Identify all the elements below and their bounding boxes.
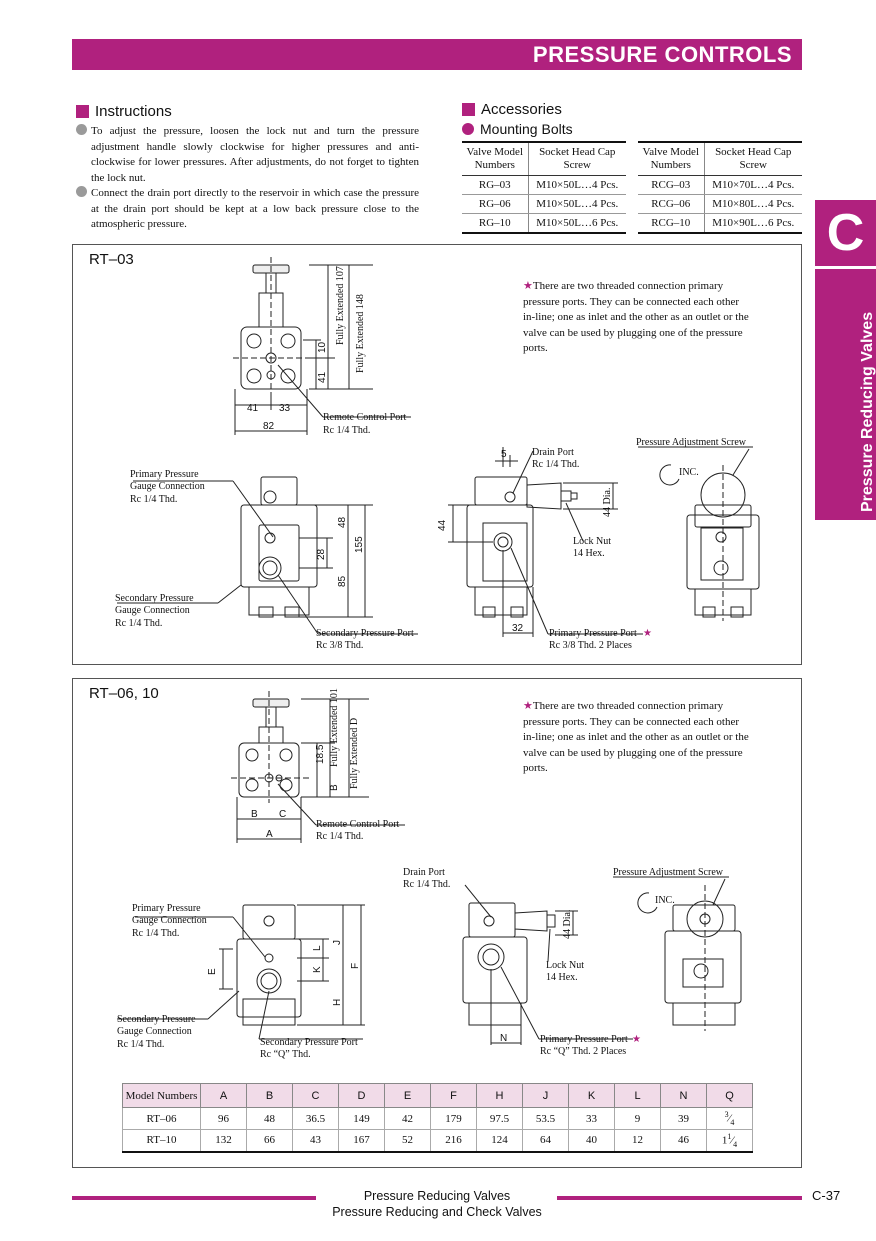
col-header: Socket Head Cap Screw [704, 142, 802, 176]
cell: 9 [615, 1108, 661, 1130]
dim-label: 44 Dia. [562, 909, 573, 939]
side-cap [469, 903, 515, 937]
table-row [462, 176, 626, 195]
cell: 52 [385, 1130, 431, 1152]
col-header: N [661, 1084, 707, 1108]
bolts-table-rg [462, 141, 626, 234]
dim-label: Fully Extended 101 [329, 688, 340, 767]
table-row [123, 1130, 753, 1152]
col-header: Q [707, 1084, 753, 1108]
instruction-item [76, 124, 419, 186]
col-header: K [569, 1084, 615, 1108]
col-header: Valve Model Numbers [638, 142, 704, 176]
circle-bullet-icon [76, 186, 87, 197]
cell: 216 [431, 1130, 477, 1152]
table-row [638, 214, 802, 233]
star-icon: ★ [523, 700, 533, 712]
mounting-bolts-heading [462, 121, 573, 137]
label: Rc “Q” Thd. [260, 1049, 311, 1060]
star-icon: ★ [643, 628, 652, 639]
label: Gauge Connection [115, 605, 190, 616]
table-row [638, 195, 802, 214]
dim-label: 85 [337, 575, 348, 587]
cell-q: $1^1⁄_4$ [707, 1130, 753, 1152]
side-body [463, 937, 527, 1003]
bolt-hole [247, 369, 261, 383]
bolt-hole [281, 334, 295, 348]
label: Rc “Q” Thd. 2 Places [540, 1046, 627, 1057]
label: Lock Nut [546, 960, 585, 971]
accessories-heading [462, 101, 562, 118]
label: INC. [655, 895, 675, 906]
table-header-row [123, 1084, 753, 1108]
dim-label: 18.5 [315, 744, 326, 764]
table-row [462, 214, 626, 233]
label: Rc 1/4 Thd. [117, 1039, 165, 1050]
rear-top [673, 905, 735, 931]
secondary-port-inner [261, 973, 277, 989]
dim-label: 32 [512, 623, 524, 634]
gauge-port [265, 954, 273, 962]
cell: RG–10 [462, 214, 528, 233]
dim-label: B [251, 809, 258, 820]
dim-label: 5 [501, 449, 507, 460]
cell: M10×50L…6 Pcs. [528, 214, 626, 233]
label: Gauge Connection [132, 915, 207, 926]
cell: 36.5 [293, 1108, 339, 1130]
leader-line [713, 879, 725, 905]
label: Primary Pressure Port [549, 628, 637, 639]
dim-label: Fully Extended 148 [355, 294, 366, 373]
front-cap [261, 477, 297, 505]
remote-port-thd: Rc 1/4 Thd. [323, 425, 371, 436]
col-header: E [385, 1084, 431, 1108]
section-letter: C [826, 204, 865, 262]
rt06-note-text: There are two threaded connection primary pressure ports. They can be connected each other in-line; one as inlet and the other as an outlet or the valve can be used by plugging one of the pressure ports. [523, 700, 749, 774]
circle-bullet-icon [462, 123, 474, 135]
cell-q: $^3⁄_4$ [707, 1108, 753, 1130]
label: Rc 1/4 Thd. [115, 618, 163, 629]
col-header: Model Numbers [123, 1084, 201, 1108]
dim-label: J [332, 940, 343, 945]
label: Secondary Pressure [117, 1014, 196, 1025]
leader-line [208, 991, 239, 1019]
col-header: J [523, 1084, 569, 1108]
leader-line [233, 481, 273, 537]
cell: M10×80L…4 Pcs. [704, 195, 802, 214]
dim-label: Fully Extended 107 [335, 266, 346, 345]
q-num: 3 [724, 1110, 729, 1120]
label: Pressure Adjustment Screw [613, 867, 723, 878]
mounting-bolts-title: Mounting Bolts [480, 121, 573, 137]
cell: RCG–06 [638, 195, 704, 214]
rt03-drawing [73, 245, 803, 666]
front-base [243, 999, 295, 1025]
leader-line [259, 991, 269, 1039]
dim-label: 48 [337, 516, 348, 528]
cell: 179 [431, 1108, 477, 1130]
label: 14 Hex. [546, 972, 578, 983]
footer-line1: Pressure Reducing Valves [363, 1189, 511, 1203]
instructions-heading [76, 103, 172, 120]
label: Rc 1/4 Thd. [132, 928, 180, 939]
primary-port-inner [498, 537, 508, 547]
footer-rule-left [72, 1196, 316, 1200]
dim-label: A [266, 829, 273, 840]
leader-line [548, 929, 550, 961]
dim-label: E [207, 968, 218, 975]
cell: 40 [569, 1130, 615, 1152]
rear-base [673, 1003, 735, 1025]
lock-nut [561, 491, 571, 501]
leader-line [233, 917, 265, 957]
section-tab [815, 200, 876, 520]
bolt-hole [247, 334, 261, 348]
star-icon: ★ [523, 280, 533, 292]
handle-knob [253, 699, 289, 707]
cell: 39 [661, 1108, 707, 1130]
dim-label: 28 [316, 548, 327, 560]
footer-title [310, 1188, 564, 1220]
label: Drain Port [532, 447, 574, 458]
handle-stem [266, 707, 276, 727]
label: Drain Port [403, 867, 445, 878]
label: Primary Pressure [130, 469, 199, 480]
primary-port [494, 533, 512, 551]
label: Secondary Pressure Port [316, 628, 414, 639]
leader-line [513, 451, 533, 493]
remote-port-thd: Rc 1/4 Thd. [316, 831, 364, 842]
rear-face [683, 959, 723, 987]
dim-label: 44 [437, 519, 448, 531]
adj-screw [571, 493, 577, 499]
leader-line [733, 449, 749, 475]
secondary-port [259, 557, 281, 579]
cell: RG–06 [462, 195, 528, 214]
leader-line [218, 585, 241, 603]
square-bullet-icon [76, 105, 89, 118]
dim-label: 10 [317, 341, 328, 353]
cell: 33 [569, 1108, 615, 1130]
instruction-item [76, 186, 419, 233]
label: INC. [679, 467, 699, 478]
q-num: 1 [727, 1131, 732, 1141]
dim-label: C [279, 809, 287, 820]
col-header: Valve Model Numbers [462, 142, 528, 176]
cell: RT–06 [123, 1108, 201, 1130]
label: Rc 1/4 Thd. [130, 494, 178, 505]
rear-port [716, 532, 726, 542]
cell: RCG–03 [638, 176, 704, 195]
col-header: A [201, 1084, 247, 1108]
rt06-drawing [73, 679, 803, 1079]
bonnet [259, 727, 283, 743]
label: 14 Hex. [573, 548, 605, 559]
cell: M10×70L…4 Pcs. [704, 176, 802, 195]
col-header: Socket Head Cap Screw [528, 142, 626, 176]
cell: 167 [339, 1130, 385, 1152]
front-base [249, 587, 309, 615]
rear-body [665, 931, 741, 1003]
bolt-hole [246, 749, 258, 761]
footer-rule-right [557, 1196, 802, 1200]
rear-port [714, 561, 728, 575]
bolt-hole [280, 779, 292, 791]
lock-nut [547, 915, 555, 927]
label: Gauge Connection [117, 1026, 192, 1037]
dim-label: Fully Extended D [349, 717, 360, 789]
label: Rc 1/4 Thd. [532, 459, 580, 470]
secondary-port-inner [263, 561, 277, 575]
label: Pressure Adjustment Screw [636, 437, 746, 448]
rt03-note-text: There are two threaded connection primary pressure ports. They can be connected each other in-line; one as inlet and the other as an outlet or the valve can be used by plugging one of the pressure ports. [523, 280, 749, 354]
primary-port-inner [483, 949, 499, 965]
dim-label: N [500, 1033, 508, 1044]
dim-label: L [312, 945, 323, 951]
gauge-port [264, 491, 276, 503]
cell: RG–03 [462, 176, 528, 195]
label: Rc 3/8 Thd. [316, 640, 364, 651]
cell: RCG–10 [638, 214, 704, 233]
drain-port [484, 916, 494, 926]
side-base [469, 1003, 521, 1025]
rear-port [694, 964, 708, 978]
cell: 66 [247, 1130, 293, 1152]
label: Rc 3/8 Thd. 2 Places [549, 640, 632, 651]
dim-label: 82 [263, 421, 275, 432]
cell: 42 [385, 1108, 431, 1130]
cell: 46 [661, 1130, 707, 1152]
drain-port [505, 492, 515, 502]
label: Secondary Pressure Port [260, 1037, 358, 1048]
label: Gauge Connection [130, 481, 205, 492]
instruction-text: Connect the drain port directly to the reservoir in which case the pressure at the drain port should be kept at a low back pressure close to the atmospheric pressure. [91, 187, 419, 230]
bolts-table-rcg [638, 141, 802, 234]
q-whole: 1 [721, 1134, 728, 1147]
dimensions-table [122, 1083, 753, 1153]
label: Secondary Pressure [115, 593, 194, 604]
square-bullet-icon [462, 103, 475, 116]
label: Rc 1/4 Thd. [403, 879, 451, 890]
label: Primary Pressure [132, 903, 201, 914]
cell: RT–10 [123, 1130, 201, 1152]
dim-label: F [350, 962, 361, 969]
table-row [462, 195, 626, 214]
table-row [123, 1108, 753, 1130]
accessories-title: Accessories [481, 101, 562, 118]
dim-label: 41 [317, 371, 328, 383]
cell: 48 [247, 1108, 293, 1130]
circle-bullet-icon [76, 124, 87, 135]
col-header: H [477, 1084, 523, 1108]
cell: 64 [523, 1130, 569, 1152]
label: Primary Pressure Port [540, 1034, 628, 1045]
cell: 97.5 [477, 1108, 523, 1130]
cell: M10×50L…4 Pcs. [528, 195, 626, 214]
leader-line [511, 548, 548, 634]
leader-line [278, 575, 318, 634]
instructions-body [76, 124, 419, 233]
cell: M10×50L…4 Pcs. [528, 176, 626, 195]
instruction-text: To adjust the pressure, loosen the lock nut and turn the pressure adjustment handle slowly clockwise for higher pressures and anti-clockwise for lower pressures. After adjustments, do not forget to tighten the lock nut. [91, 125, 419, 184]
col-header: C [293, 1084, 339, 1108]
remote-port-label: Remote Control Port [323, 412, 407, 423]
gauge-port [265, 533, 275, 543]
gauge-port [264, 916, 274, 926]
section-tab-label: Pressure Reducing Valves [859, 311, 876, 512]
primary-port [478, 944, 504, 970]
dim-label: B [329, 784, 340, 791]
cell: 43 [293, 1130, 339, 1152]
col-header: B [247, 1084, 293, 1108]
dim-label: 33 [279, 403, 291, 414]
tab-divider [815, 266, 876, 269]
page-title: PRESSURE CONTROLS [532, 42, 792, 67]
cell: 124 [477, 1130, 523, 1152]
dim-label: 44 Dia. [602, 487, 613, 517]
rear-face [701, 528, 743, 580]
remote-port-label: Remote Control Port [316, 819, 400, 830]
instructions-title: Instructions [95, 103, 172, 120]
header-bar [72, 39, 802, 70]
panel-rt03 [72, 244, 802, 665]
cell: M10×90L…6 Pcs. [704, 214, 802, 233]
table-row [638, 176, 802, 195]
cell: 149 [339, 1108, 385, 1130]
side-face [483, 523, 527, 581]
bolt-hole [246, 779, 258, 791]
dim-label: K [312, 966, 323, 973]
panel-rt03-title: RT–03 [89, 251, 134, 268]
q-den: 4 [733, 1139, 738, 1149]
cell: 53.5 [523, 1108, 569, 1130]
panel-rt06-title: RT–06, 10 [89, 685, 159, 702]
col-header: F [431, 1084, 477, 1108]
cell: 12 [615, 1130, 661, 1152]
side-bonnet [515, 911, 547, 931]
footer-line2: Pressure Reducing and Check Valves [332, 1205, 542, 1219]
dim-label: H [332, 998, 343, 1006]
side-cap [475, 477, 527, 505]
inc-arrow-icon [660, 465, 679, 485]
cell: 132 [201, 1130, 247, 1152]
star-icon: ★ [632, 1034, 641, 1045]
col-header: L [615, 1084, 661, 1108]
front-body [237, 939, 301, 1017]
label: Lock Nut [573, 536, 612, 547]
cell: 96 [201, 1108, 247, 1130]
dim-label: 41 [247, 403, 259, 414]
col-header: D [339, 1084, 385, 1108]
dim-label: 155 [354, 536, 365, 553]
page-number: C-37 [812, 1188, 841, 1203]
q-den: 4 [730, 1117, 735, 1127]
bolt-hole [280, 749, 292, 761]
front-cap [243, 905, 295, 939]
